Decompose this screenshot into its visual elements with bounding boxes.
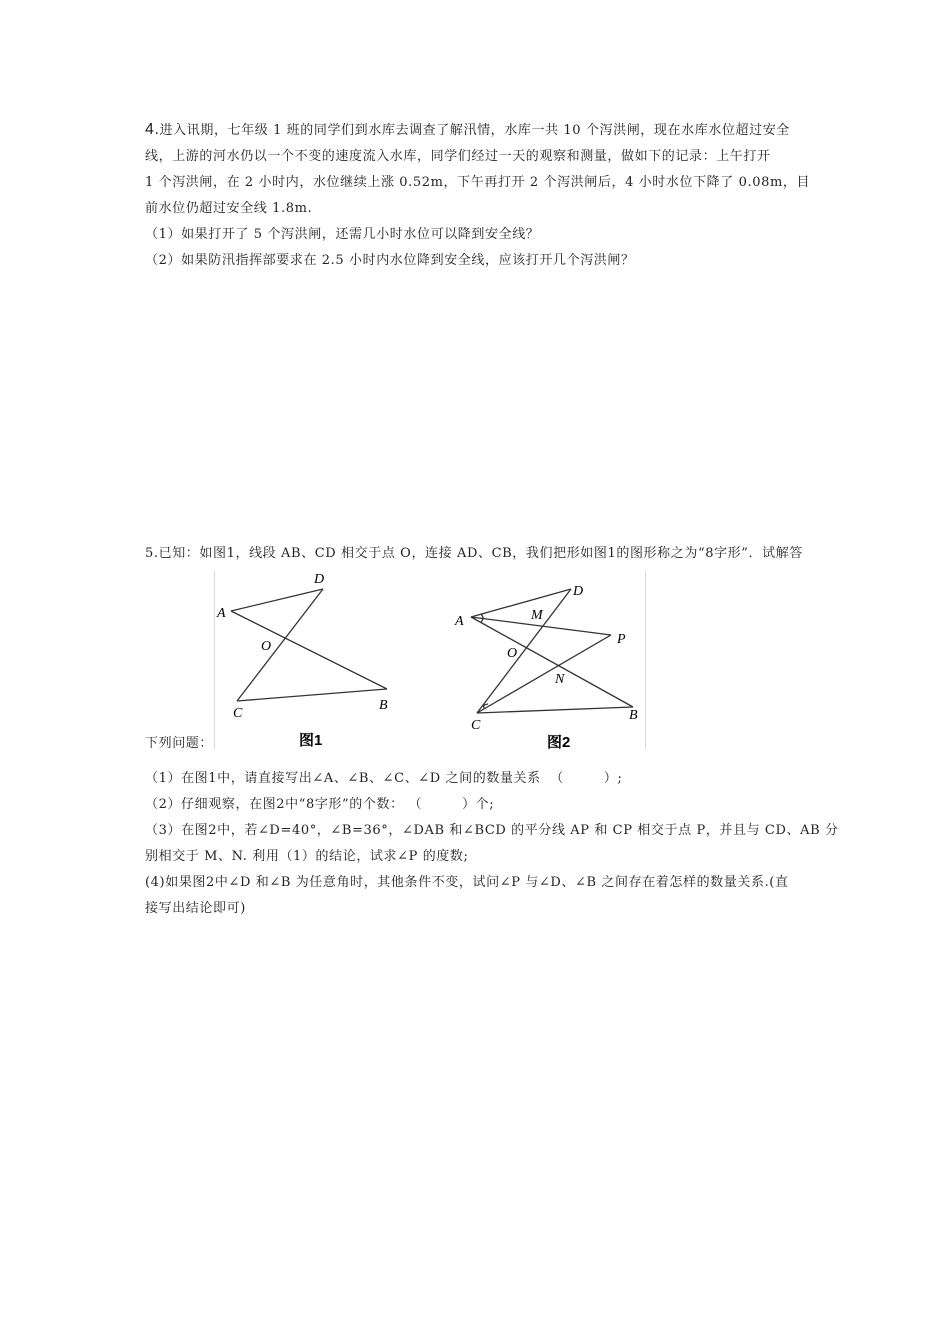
question-5-intro-cont: 下列问题： xyxy=(145,736,214,751)
fig2-point-M: M xyxy=(531,608,543,623)
figure-1 xyxy=(231,589,387,701)
segment-CP xyxy=(477,635,611,713)
fig1-point-B: B xyxy=(379,698,388,713)
segment-CB xyxy=(237,689,387,701)
fig2-point-P: P xyxy=(617,632,626,647)
question-4-sub-1: （1）如果打开了 5 个泻洪闸，还需几小时水位可以降到安全线？ xyxy=(145,227,540,242)
segment-DC xyxy=(237,589,323,701)
fig2-point-C: C xyxy=(471,718,481,733)
question-4 xyxy=(145,117,811,274)
segment-CB-2 xyxy=(477,707,633,713)
q5-sub-4-line-2: 接写出结论即可) xyxy=(145,901,246,916)
figure-panel xyxy=(214,571,646,749)
fig1-point-D: D xyxy=(314,572,325,587)
figure-1-label: 图1 xyxy=(299,732,323,749)
fig1-point-C: C xyxy=(233,706,243,721)
figure-2-label: 图2 xyxy=(547,734,571,749)
question-5-subs xyxy=(145,766,839,922)
fig1-point-O: O xyxy=(261,639,272,654)
question-4-line-3: 1 个泻洪闸，在 2 小时内，水位继续上涨 0.52m，下午再打开 2 个泻洪闸后，4 小时水位下降了 0.08m，目 xyxy=(145,175,811,190)
fig2-point-B: B xyxy=(629,708,638,723)
figure-2 xyxy=(471,589,633,713)
q5-sub-1: （1）在图1中，请直接写出∠A、∠B、∠C、∠D 之间的数量关系 （ ）; xyxy=(145,771,623,786)
fig2-point-D: D xyxy=(573,584,584,599)
fig2-point-N: N xyxy=(555,672,565,687)
fig2-point-O: O xyxy=(507,646,518,661)
fig1-point-A: A xyxy=(217,606,226,621)
question-5-intro: 5.已知：如图1，线段 AB、CD 相交于点 O，连接 AD、CB，我们把形如图1的图形称之为“8字形”．试解答 xyxy=(145,546,803,561)
question-4-line-2: 线，上游的河水仍以一个不变的速度流入水库，同学们经过一天的观察和测量，做如下的记录：上午打开 xyxy=(145,149,771,164)
question-4-line-4: 前水位仍超过安全线 1.8m. xyxy=(145,201,313,216)
segment-AD-2 xyxy=(471,589,571,617)
question-4-line-1: 4.进入讯期，七年级 1 班的同学们到水库去调查了解汛情，水库一共 10 个泻洪闸，现在水库水位超过安全 xyxy=(145,121,790,138)
segment-DC-2 xyxy=(477,589,571,713)
fig2-point-A: A xyxy=(455,614,464,629)
q5-sub-4-line-1: (4)如果图2中∠D 和∠B 为任意角时，其他条件不变，试问∠P 与∠D、∠B 之间存在着怎样的数量关系.(直 xyxy=(145,875,789,890)
q5-sub-2: （2）仔细观察，在图2中“8字形”的个数： （ ）个; xyxy=(145,797,495,812)
question-4-sub-2: （2）如果防汛指挥部要求在 2.5 小时内水位降到安全线，应该打开几个泻洪闸？ xyxy=(145,253,635,268)
figures-svg xyxy=(215,571,645,749)
question-4-number: 4. xyxy=(145,121,160,138)
q5-sub-3-line-1: （3）在图2中，若∠D=40°，∠B=36°，∠DAB 和∠BCD 的平分线 AP 和 CP 相交于点 P，并且与 CD、AB 分 xyxy=(145,823,839,838)
segment-AB-2 xyxy=(471,617,633,707)
q5-sub-3-line-2: 别相交于 M、N. 利用（1）的结论，试求∠P 的度数; xyxy=(145,849,469,864)
